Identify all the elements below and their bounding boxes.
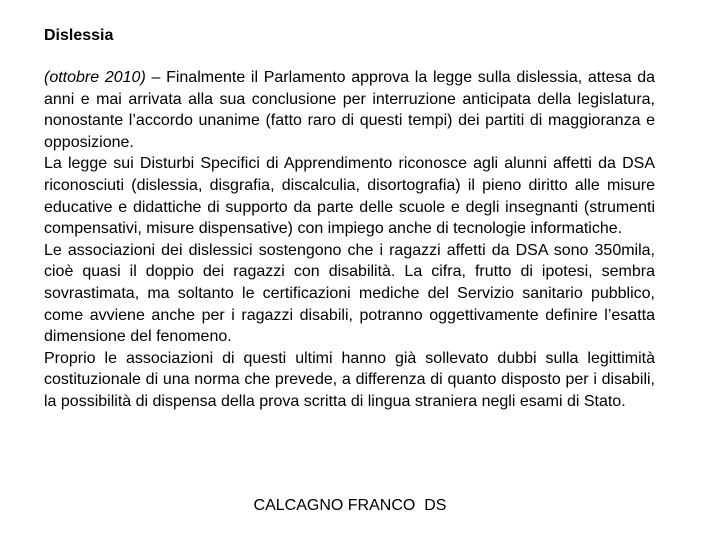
- paragraph-1-text: – Finalmente il Parlamento approva la legge sulla dislessia, attesa da anni e mai arrivata alla sua conclusione per interruzione anticipata della legislatura, nonostante l’accordo unanime (fatto raro di questi tempi) dei partiti di maggioranza e opposizione.: [44, 69, 655, 151]
- document-body: [44, 67, 655, 413]
- paragraph-1: [44, 67, 655, 153]
- document-title: Dislessia: [44, 27, 114, 44]
- author-signature: CALCAGNO FRANCO DS: [253, 497, 447, 514]
- paragraph-3: Le associazioni dei dislessici sostengono che i ragazzi affetti da DSA sono 350mila, cioè quasi il doppio dei ragazzi con disabilità. La cifra, frutto di ipotesi, sembra sovrastimata, ma soltanto le certificazioni mediche del Servizio sanitario pubblico, come avviene anche per i ragazzi disabili, potranno oggettivamente definire l’esatta dimensione del fenomeno.: [44, 241, 655, 346]
- paragraph-2: La legge sui Disturbi Specifici di Apprendimento riconosce agli alunni affetti da DSA riconosciuti (dislessia, disgrafia, discalculia, disortografia) il pieno diritto alle misure educative e didattiche di supporto da parte delle scuole e degli insegnanti (strumenti compensativi, misure dispensative) con impiego anche di tecnologie informatiche.: [44, 155, 655, 238]
- paragraph-4: Proprio le associazioni di questi ultimi hanno già sollevato dubbi sulla legittimità costituzionale di una norma che prevede, a differenza di quanto disposto per i disabili, la possibilità di dispensa della prova scritta di lingua straniera negli esami di Stato.: [44, 349, 655, 410]
- document-date: (ottobre 2010): [44, 69, 146, 86]
